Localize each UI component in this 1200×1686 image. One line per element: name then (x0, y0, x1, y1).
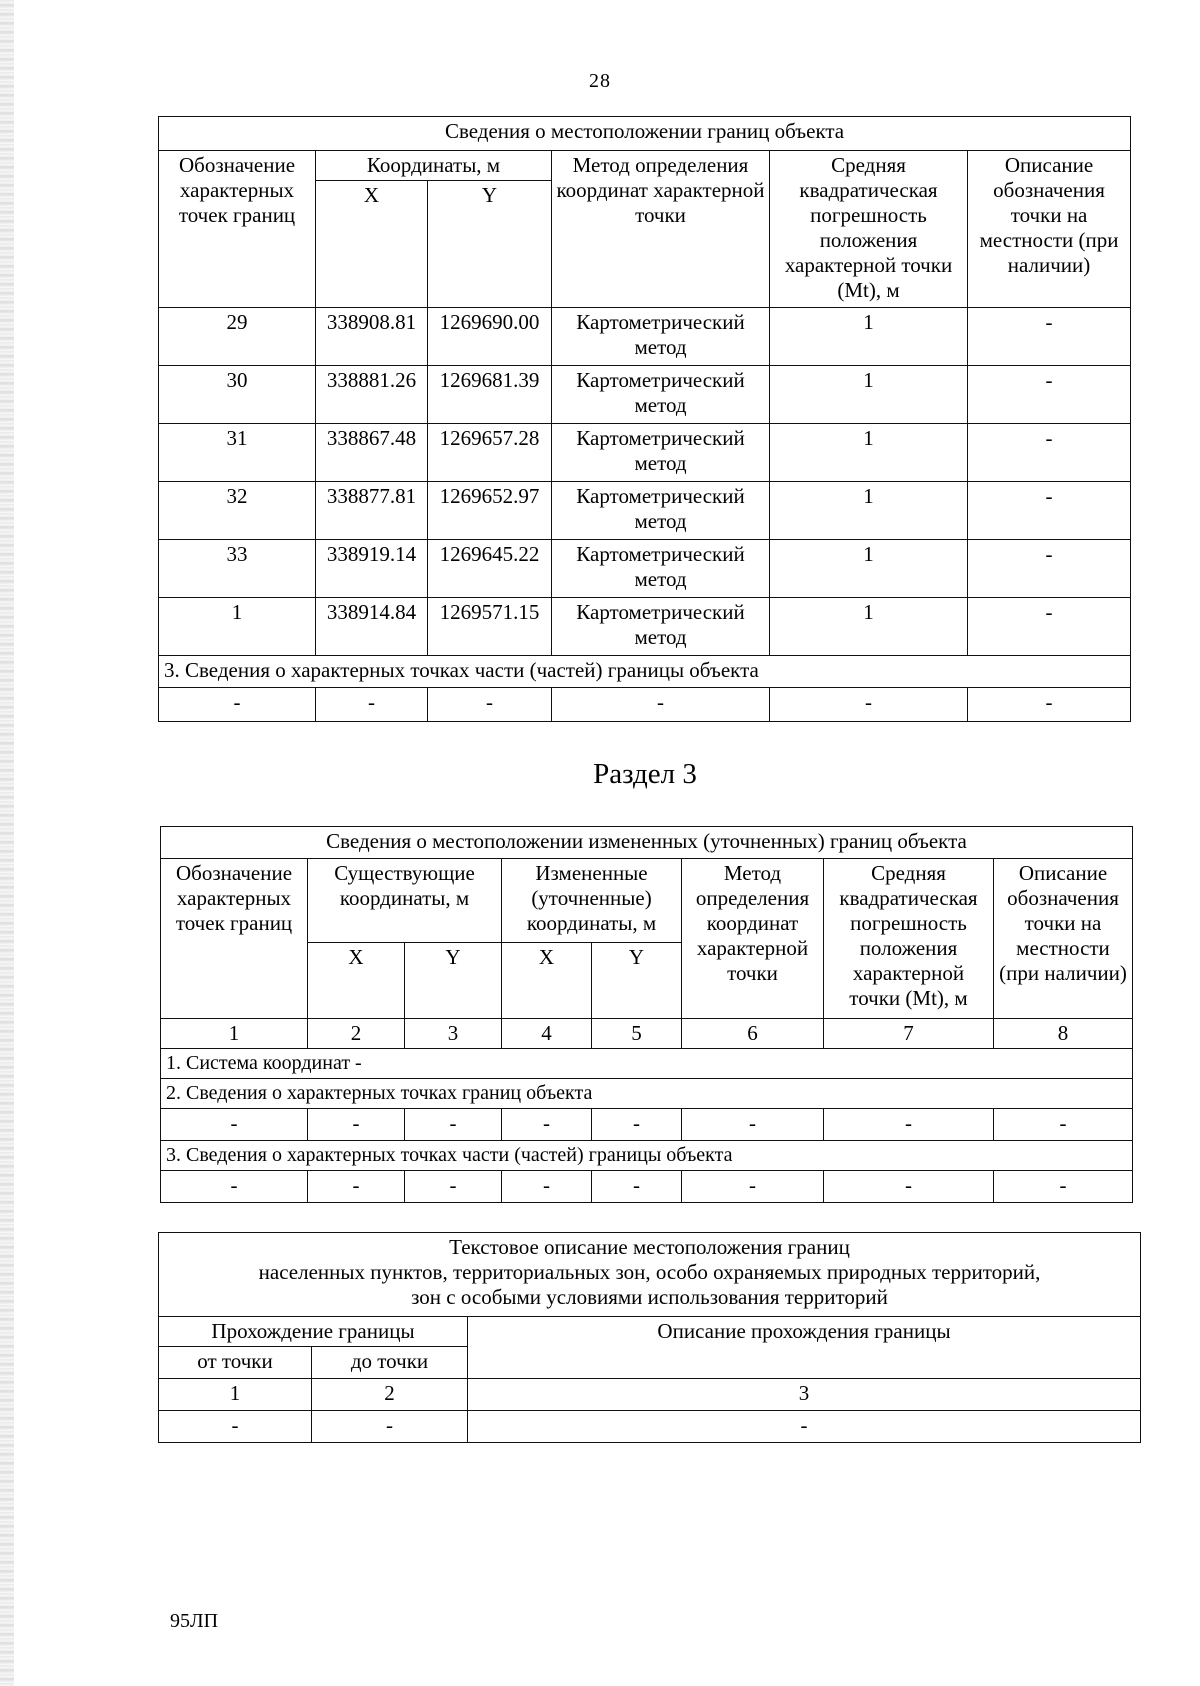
dash-cell: - (824, 1109, 994, 1141)
table-row (159, 598, 1131, 656)
header-designation: Обозначение характерных точек границ (159, 151, 316, 308)
error-cell: 1 (770, 366, 968, 424)
desc-cell: - (968, 424, 1131, 482)
dash-cell: - (428, 688, 552, 722)
header-method: Метод определения координат характерной точки (682, 859, 824, 1019)
point-cell: 31 (159, 424, 316, 482)
error-cell: 1 (770, 482, 968, 540)
dash-cell: - (824, 1171, 994, 1203)
y-cell: 1269657.28 (428, 424, 552, 482)
text-description-table (158, 1232, 1141, 1443)
point-cell: 1 (159, 598, 316, 656)
dash-cell: - (994, 1109, 1133, 1141)
header-error: Средняя квадратическая погрешность положения характерной точки (Mt), м (824, 859, 994, 1019)
coordinate-system-row: 1. Система координат - (161, 1049, 1133, 1079)
header-method: Метод определения координат характерной точки (552, 151, 770, 308)
header-changed-y: Y (592, 943, 682, 1019)
x-cell: 338867.48 (316, 424, 428, 482)
column-numbers-row (161, 1019, 1133, 1049)
dash-cell: - (682, 1171, 824, 1203)
desc-cell: - (968, 598, 1131, 656)
error-cell: 1 (770, 598, 968, 656)
header-x: X (316, 181, 428, 308)
dash-cell: - (994, 1171, 1133, 1203)
error-cell: 1 (770, 424, 968, 482)
header-description: Описание обозначения точки на местности (при наличии) (994, 859, 1133, 1019)
dash-cell: - (308, 1109, 405, 1141)
dash-cell: - (405, 1109, 502, 1141)
header-coords: Координаты, м (316, 151, 552, 181)
dash-cell: - (502, 1109, 592, 1141)
section-title: Раздел 3 (593, 758, 697, 790)
table-title: Сведения о местоположении измененных (уточненных) границ объекта (161, 827, 1133, 859)
header-designation: Обозначение характерных точек границ (161, 859, 308, 1019)
dash-cell: - (552, 688, 770, 722)
dash-cell: - (405, 1171, 502, 1203)
header-description: Описание обозначения точки на местности (при наличии) (968, 151, 1131, 308)
dash-cell: - (161, 1109, 308, 1141)
column-number: 3 (468, 1379, 1141, 1411)
table-row (161, 1171, 1133, 1203)
column-numbers-row (159, 1379, 1141, 1411)
column-number: 2 (312, 1379, 468, 1411)
desc-cell: - (968, 540, 1131, 598)
point-cell: 33 (159, 540, 316, 598)
header-existing-x: X (308, 943, 405, 1019)
column-number: 1 (159, 1379, 312, 1411)
method-cell: Картометрический метод (552, 482, 770, 540)
scan-edge (0, 0, 14, 1686)
boundaries-table (158, 116, 1131, 722)
y-cell: 1269571.15 (428, 598, 552, 656)
column-number: 2 (308, 1019, 405, 1049)
header-to-point: до точки (312, 1347, 468, 1379)
dash-cell: - (968, 688, 1131, 722)
table-row (159, 540, 1131, 598)
dash-cell: - (770, 688, 968, 722)
desc-cell: - (968, 308, 1131, 366)
x-cell: 338908.81 (316, 308, 428, 366)
dash-cell: - (161, 1171, 308, 1203)
dash-cell: - (308, 1171, 405, 1203)
column-number: 6 (682, 1019, 824, 1049)
desc-cell: - (968, 366, 1131, 424)
point-cell: 30 (159, 366, 316, 424)
y-cell: 1269690.00 (428, 308, 552, 366)
point-cell: 29 (159, 308, 316, 366)
desc-cell: - (968, 482, 1131, 540)
method-cell: Картометрический метод (552, 540, 770, 598)
x-cell: 338877.81 (316, 482, 428, 540)
header-y: Y (428, 181, 552, 308)
column-number: 1 (161, 1019, 308, 1049)
column-number: 4 (502, 1019, 592, 1049)
footer-code: 95ЛП (170, 1610, 219, 1632)
dash-cell: - (468, 1411, 1141, 1443)
title-line-3: зон с особыми условиями использования территорий (411, 1285, 888, 1309)
x-cell: 338914.84 (316, 598, 428, 656)
header-existing-coords: Существующие координаты, м (308, 859, 502, 943)
table-title (159, 1233, 1141, 1317)
dash-cell: - (502, 1171, 592, 1203)
parts-subheading: 3. Сведения о характерных точках части (частей) границы объекта (161, 1141, 1133, 1171)
table-row (159, 1411, 1141, 1443)
table-row (159, 688, 1131, 722)
method-cell: Картометрический метод (552, 308, 770, 366)
column-number: 7 (824, 1019, 994, 1049)
method-cell: Картометрический метод (552, 366, 770, 424)
parts-subheading: 3. Сведения о характерных точках части (частей) границы объекта (159, 656, 1131, 688)
header-changed-coords: Измененные (уточненные) координаты, м (502, 859, 682, 943)
header-from-point: от точки (159, 1347, 312, 1379)
dash-cell: - (592, 1171, 682, 1203)
dash-cell: - (682, 1109, 824, 1141)
error-cell: 1 (770, 540, 968, 598)
header-changed-x: X (502, 943, 592, 1019)
column-number: 3 (405, 1019, 502, 1049)
dash-cell: - (316, 688, 428, 722)
header-error: Средняя квадратическая погрешность положения характерной точки (Mt), м (770, 151, 968, 308)
y-cell: 1269681.39 (428, 366, 552, 424)
error-cell: 1 (770, 308, 968, 366)
point-cell: 32 (159, 482, 316, 540)
header-passage: Прохождение границы (159, 1317, 468, 1347)
dash-cell: - (312, 1411, 468, 1443)
column-number: 8 (994, 1019, 1133, 1049)
header-passage-description: Описание прохождения границы (468, 1317, 1141, 1379)
table-row (161, 1109, 1133, 1141)
title-line-1: Текстовое описание местоположения границ (449, 1235, 850, 1259)
method-cell: Картометрический метод (552, 424, 770, 482)
table-row (159, 424, 1131, 482)
table-row (159, 482, 1131, 540)
x-cell: 338881.26 (316, 366, 428, 424)
points-subheading: 2. Сведения о характерных точках границ объекта (161, 1079, 1133, 1109)
title-line-2: населенных пунктов, территориальных зон, особо охраняемых природных территорий, (258, 1260, 1041, 1284)
dash-cell: - (159, 1411, 312, 1443)
table-row (159, 366, 1131, 424)
method-cell: Картометрический метод (552, 598, 770, 656)
y-cell: 1269645.22 (428, 540, 552, 598)
x-cell: 338919.14 (316, 540, 428, 598)
table-title: Сведения о местоположении границ объекта (159, 117, 1131, 151)
dash-cell: - (592, 1109, 682, 1141)
dash-cell: - (159, 688, 316, 722)
changed-boundaries-table (160, 826, 1133, 1203)
table-row (159, 308, 1131, 366)
y-cell: 1269652.97 (428, 482, 552, 540)
column-number: 5 (592, 1019, 682, 1049)
header-existing-y: Y (405, 943, 502, 1019)
page-number: 28 (589, 70, 611, 92)
